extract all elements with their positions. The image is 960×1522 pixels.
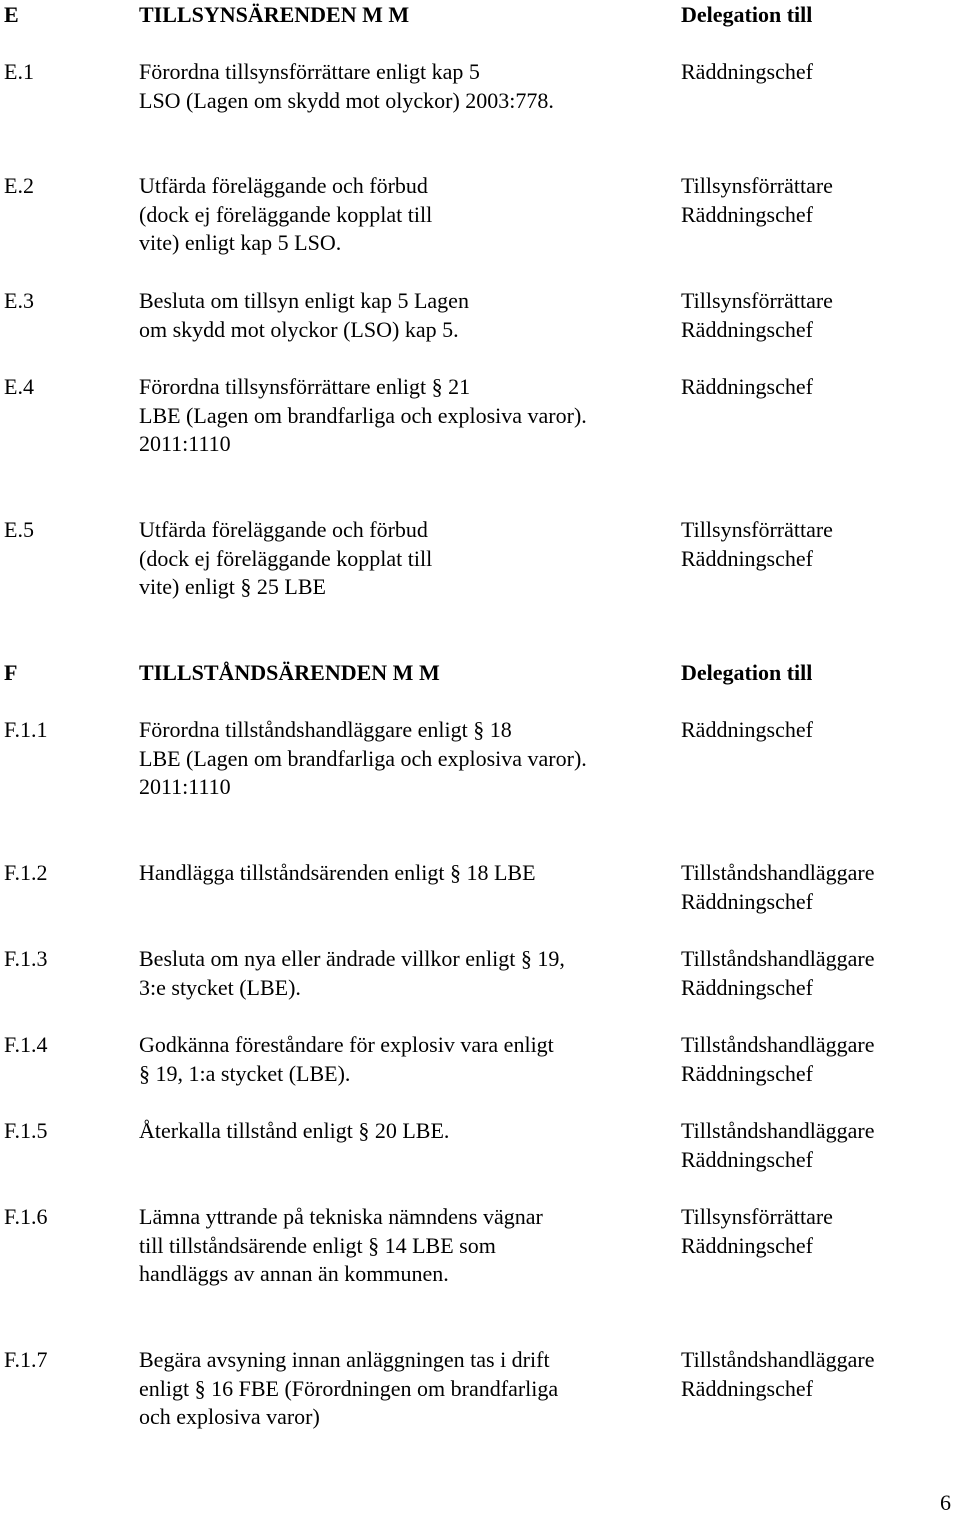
description-line: om skydd mot olyckor (LSO) kap 5. — [139, 316, 459, 342]
delegation-line: Räddningschef — [681, 1232, 813, 1258]
item-code: E.5 — [4, 517, 34, 542]
description-line: LBE (Lagen om brandfarliga och explosiva varor). — [139, 745, 587, 771]
delegation-header: Delegation till — [681, 660, 813, 685]
item-description — [139, 58, 554, 115]
item-delegation — [681, 58, 813, 87]
delegation-line: Tillståndshandläggare — [681, 946, 875, 971]
delegation-line: Räddningschef — [681, 717, 813, 742]
delegation-line: Räddningschef — [681, 59, 813, 84]
description-line: 2011:1110 — [139, 774, 231, 800]
item-delegation — [681, 945, 875, 1002]
item-code: F.1.4 — [4, 1032, 48, 1057]
description-line: (dock ej föreläggande kopplat till — [139, 201, 433, 227]
description-line: Besluta om nya eller ändrade villkor enligt § 19, — [139, 946, 565, 971]
item-description — [139, 287, 469, 344]
item-description — [139, 172, 432, 258]
delegation-line: Räddningschef — [681, 374, 813, 399]
delegation-header: Delegation till — [681, 2, 813, 27]
delegation-line: Räddningschef — [681, 316, 813, 342]
description-line: (dock ej föreläggande kopplat till — [139, 545, 433, 571]
item-description — [139, 1203, 543, 1289]
item-delegation — [681, 516, 833, 573]
description-line: Förordna tillsynsförrättare enligt kap 5 — [139, 59, 480, 84]
delegation-line: Tillståndshandläggare — [681, 860, 875, 885]
page-number: 6 — [940, 1490, 951, 1515]
item-description — [139, 859, 536, 888]
delegation-line: Räddningschef — [681, 1060, 813, 1086]
description-line: LBE (Lagen om brandfarliga och explosiva varor). — [139, 402, 587, 428]
description-line: Förordna tillståndshandläggare enligt § 18 — [139, 717, 512, 742]
item-delegation — [681, 1346, 875, 1403]
delegation-line: Tillsynsförrättare — [681, 1204, 833, 1229]
description-line: till tillståndsärende enligt § 14 LBE som — [139, 1232, 496, 1258]
description-line: Begära avsyning innan anläggningen tas i drift — [139, 1347, 550, 1372]
item-delegation — [681, 859, 875, 916]
item-delegation — [681, 373, 813, 402]
item-description — [139, 516, 432, 602]
section-code: F — [4, 660, 18, 685]
item-delegation — [681, 1203, 833, 1260]
delegation-line: Räddningschef — [681, 1375, 813, 1401]
delegation-line: Räddningschef — [681, 201, 813, 227]
section-title: TILLSTÅNDSÄRENDEN M M — [139, 660, 440, 685]
description-line: § 19, 1:a stycket (LBE). — [139, 1060, 351, 1086]
description-line: Utfärda föreläggande och förbud — [139, 517, 428, 542]
description-line: Handlägga tillståndsärenden enligt § 18 LBE — [139, 860, 536, 885]
delegation-line: Tillsynsförrättare — [681, 173, 833, 198]
description-line: och explosiva varor) — [139, 1404, 320, 1430]
delegation-line: Räddningschef — [681, 974, 813, 1000]
description-line: enligt § 16 FBE (Förordningen om brandfarliga — [139, 1375, 559, 1401]
delegation-line: Tillståndshandläggare — [681, 1032, 875, 1057]
description-line: Utfärda föreläggande och förbud — [139, 173, 428, 198]
description-line: Förordna tillsynsförrättare enligt § 21 — [139, 374, 471, 399]
item-code: F.1.7 — [4, 1347, 48, 1372]
item-code: E.1 — [4, 59, 34, 84]
item-code: F.1.2 — [4, 860, 48, 885]
item-code: E.2 — [4, 173, 34, 198]
item-delegation — [681, 1031, 875, 1088]
item-code: F.1.5 — [4, 1118, 48, 1143]
item-description — [139, 716, 587, 802]
item-delegation — [681, 172, 833, 229]
delegation-line: Tillsynsförrättare — [681, 288, 833, 313]
delegation-line: Räddningschef — [681, 1146, 813, 1172]
item-delegation — [681, 287, 833, 344]
section-title: TILLSYNSÄRENDEN M M — [139, 2, 410, 27]
item-description — [139, 373, 587, 459]
item-description — [139, 1346, 558, 1432]
description-line: 3:e stycket (LBE). — [139, 974, 301, 1000]
description-line: 2011:1110 — [139, 431, 231, 457]
delegation-line: Räddningschef — [681, 545, 813, 571]
item-code: E.3 — [4, 288, 34, 313]
item-description — [139, 1117, 449, 1146]
delegation-line: Räddningschef — [681, 888, 813, 914]
description-line: vite) enligt kap 5 LSO. — [139, 230, 342, 256]
item-description — [139, 1031, 554, 1088]
description-line: handläggs av annan än kommunen. — [139, 1261, 449, 1287]
item-delegation — [681, 716, 813, 745]
item-description — [139, 945, 565, 1002]
description-line: Besluta om tillsyn enligt kap 5 Lagen — [139, 288, 469, 313]
delegation-line: Tillsynsförrättare — [681, 517, 833, 542]
description-line: Återkalla tillstånd enligt § 20 LBE. — [139, 1118, 450, 1143]
description-line: LSO (Lagen om skydd mot olyckor) 2003:778. — [139, 87, 554, 113]
delegation-line: Tillståndshandläggare — [681, 1347, 875, 1372]
item-code: F.1.1 — [4, 717, 48, 742]
section-code: E — [4, 2, 19, 27]
item-code: F.1.3 — [4, 946, 48, 971]
item-code: E.4 — [4, 374, 34, 399]
description-line: Lämna yttrande på tekniska nämndens vägnar — [139, 1204, 543, 1229]
item-delegation — [681, 1117, 875, 1174]
item-code: F.1.6 — [4, 1204, 48, 1229]
delegation-line: Tillståndshandläggare — [681, 1118, 875, 1143]
description-line: Godkänna föreståndare för explosiv vara enligt — [139, 1032, 554, 1057]
description-line: vite) enligt § 25 LBE — [139, 574, 326, 600]
